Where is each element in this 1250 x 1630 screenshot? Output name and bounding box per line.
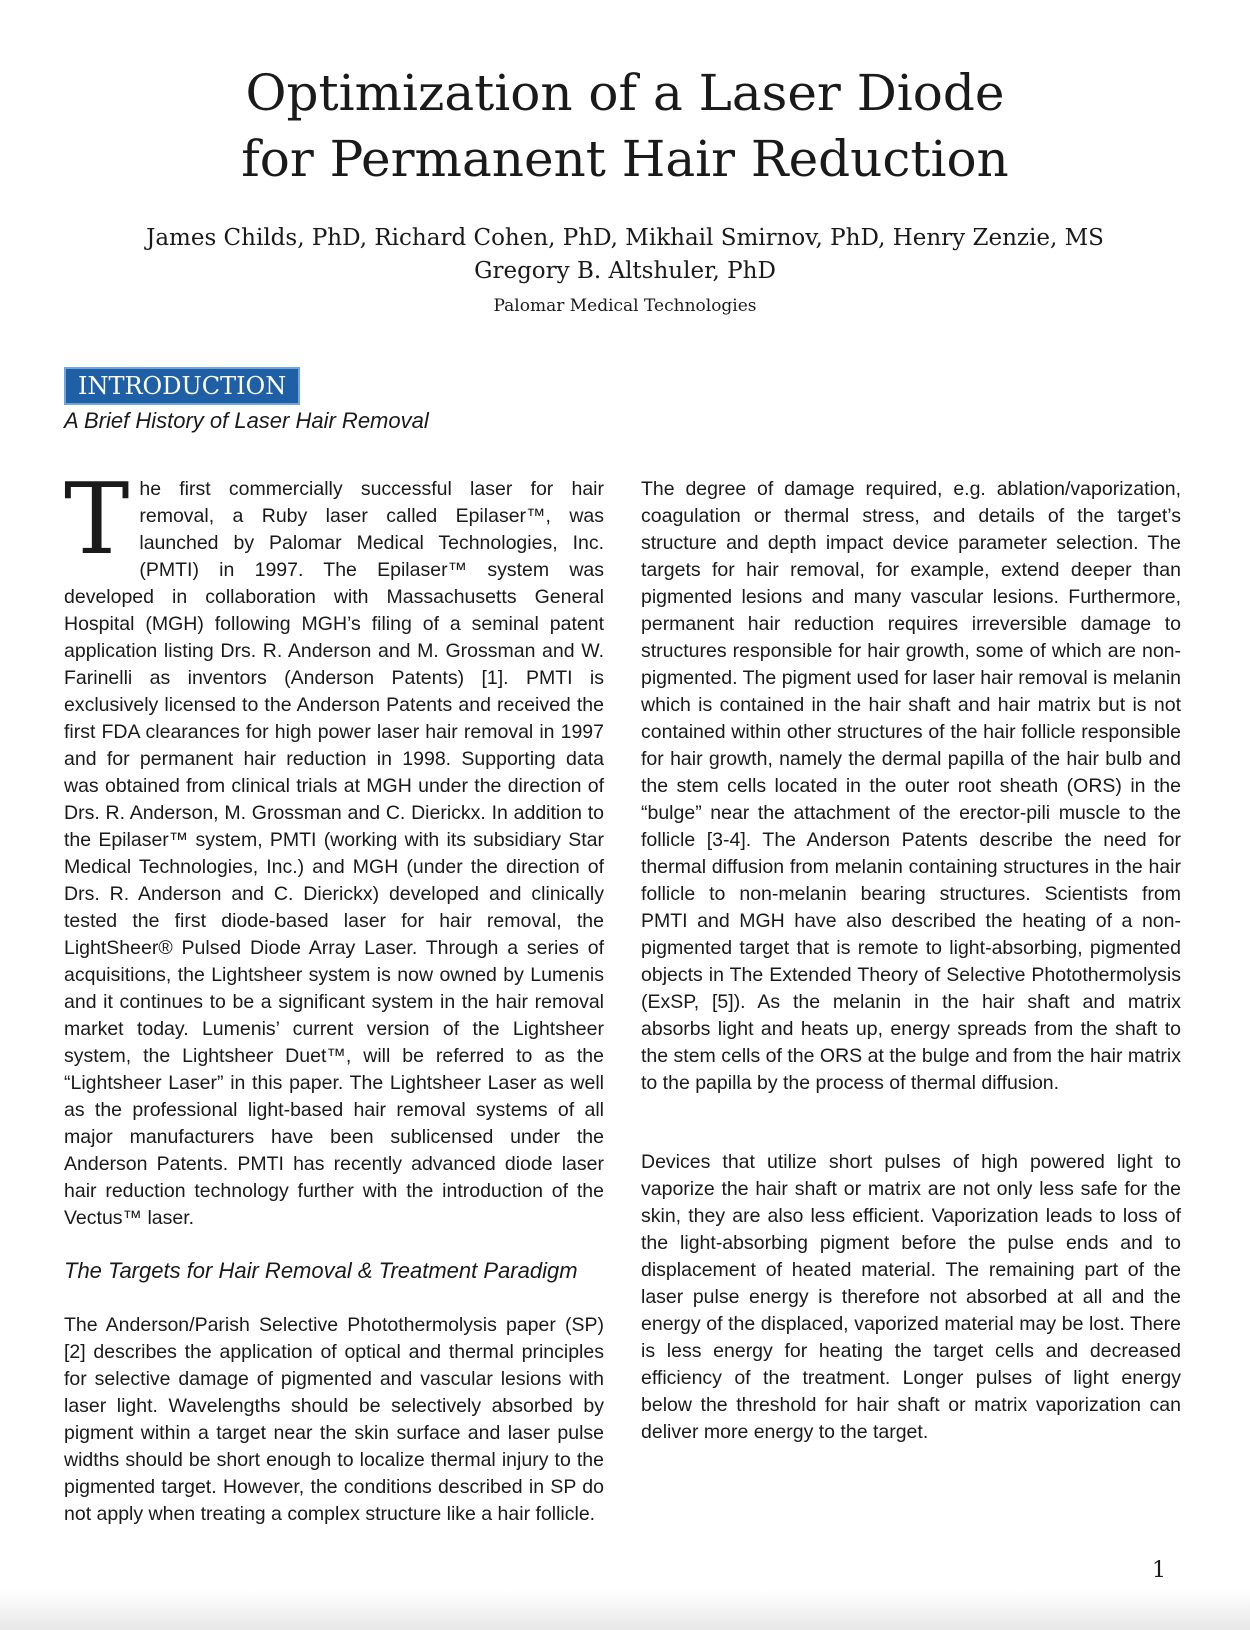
affiliation: Palomar Medical Technologies bbox=[493, 296, 757, 316]
authors-line-2: Gregory B. Altshuler, PhD bbox=[474, 258, 776, 284]
drop-cap: T bbox=[64, 463, 130, 577]
column-left-block-1 bbox=[64, 463, 604, 1232]
section-heading-introduction: INTRODUCTION bbox=[64, 367, 300, 405]
paper-title bbox=[0, 60, 1250, 192]
paragraph-devices: Devices that utilize short pulses of high powered light to vaporize the hair shaft or matrix are not only less safe for the skin, they are also less efficient. Vaporization leads to loss of the light-absorbing pigment before the pulse ends and to displacement of heated material. The remaining part of the laser pulse energy is therefore not absorbed at all and the energy of the displaced, vaporized material may be lost. There is less energy for heating the target cells and decreased efficiency of the treatment. Longer pulses of light energy below the threshold for hair shaft or matrix vaporization can deliver more energy to the target. bbox=[641, 1151, 1181, 1443]
paragraph-damage: The degree of damage required, e.g. ablation/vaporization, coagulation or thermal stress, and details of the target’s structure and depth impact device parameter selection. The targets for hair removal, for example, extend deeper than pigmented lesions and many vascular lesions. Furthermore, permanent hair reduction requires irreversible damage to structures responsible for hair growth, some of which are non-pigmented. The pigment used for laser hair removal is melanin which is contained in the hair shaft and hair matrix but is not contained within other structures of the hair follicle responsible for hair growth, namely the dermal papilla of the hair bulb and the stem cells located in the outer root sheath (ORS) in the “bulge” near the attachment of the erector-pili muscle to the follicle [3-4]. The Anderson Patents describe the need for thermal diffusion from melanin containing structures in the hair follicle to non-melanin bearing structures. Scientists from PMTI and MGH have also described the heating of a non-pigmented target that is remote to light-absorbing, pigmented objects in The Extended Theory of Selective Photothermolysis (ExSP, [5]). As the melanin in the hair shaft and matrix absorbs light and heats up, energy spreads from the shaft to the stem cells of the ORS at the bulge and from the hair matrix to the papilla by the process of thermal diffusion. bbox=[641, 478, 1181, 1094]
paragraph-history-text: he first commercially successful laser for hair removal, a Ruby laser called Epilaser™, was launched by Palomar Medical Technologies, Inc. (PMTI) in 1997. The Epilaser™ system was developed in collaboration with Massachusetts General Hospital (MGH) following MGH’s filing of a seminal patent application listing Drs. R. Anderson and M. Grossman and W. Farinelli as inventors (Anderson Patents) [1]. PMTI is exclusively licensed to the Anderson Patents and received the first FDA clearances for high power laser hair removal in 1997 and for permanent hair reduction in 1998. Supporting data was obtained from clinical trials at MGH under the direction of Drs. R. Anderson, M. Grossman and C. Dierickx. In addition to the Epilaser™ system, PMTI (working with its subsidiary Star Medical Technologies, Inc.) and MGH (under the direction of Drs. R. Anderson and C. Dierickx) developed and clinically tested the first diode-based laser for hair removal, the LightSheer® Pulsed Diode Array Laser. Through a series of acquisitions, the Lightsheer system is now owned by Lumenis and it continues to be a significant system in the hair removal market today. Lumenis’ current version of the Lightsheer system, the Lightsheer Duet™, will be referred to as the “Lightsheer Laser” in this paper. The Lightsheer Laser as well as the professional light-based hair removal systems of all major manufacturers have been sublicensed under the Anderson Patents. PMTI has recently advanced diode laser hair reduction technology further with the introduction of the Vectus™ laser. bbox=[64, 478, 604, 1229]
paragraph-sp: The Anderson/Parish Selective Photothermolysis paper (SP) [2] describes the application of optical and thermal principles for selective damage of pigmented and vascular lesions with laser light. Wavelengths should be selectively absorbed by pigment within a target near the skin surface and laser pulse widths should be short enough to localize thermal injury to the pigmented target. However, the conditions described in SP do not apply when treating a complex structure like a hair follicle. bbox=[64, 1314, 604, 1525]
title-line-1: Optimization of a Laser Diode bbox=[245, 64, 1005, 122]
authors-line-1: James Childs, PhD, Richard Cohen, PhD, Mikhail Smirnov, PhD, Henry Zenzie, MS bbox=[146, 225, 1104, 251]
column-left-block-2 bbox=[64, 1312, 604, 1528]
page-number: 1 bbox=[1152, 1558, 1166, 1583]
column-right-block-1 bbox=[641, 476, 1181, 1097]
title-line-2: for Permanent Hair Reduction bbox=[241, 130, 1009, 188]
author-list bbox=[0, 222, 1250, 288]
column-right-block-2 bbox=[641, 1149, 1181, 1446]
subheading-history: A Brief History of Laser Hair Removal bbox=[64, 408, 429, 433]
subheading-targets: The Targets for Hair Removal & Treatment Paradigm bbox=[64, 1258, 578, 1283]
paragraph-history bbox=[64, 463, 604, 1232]
page-bottom-shadow bbox=[0, 1590, 1250, 1630]
